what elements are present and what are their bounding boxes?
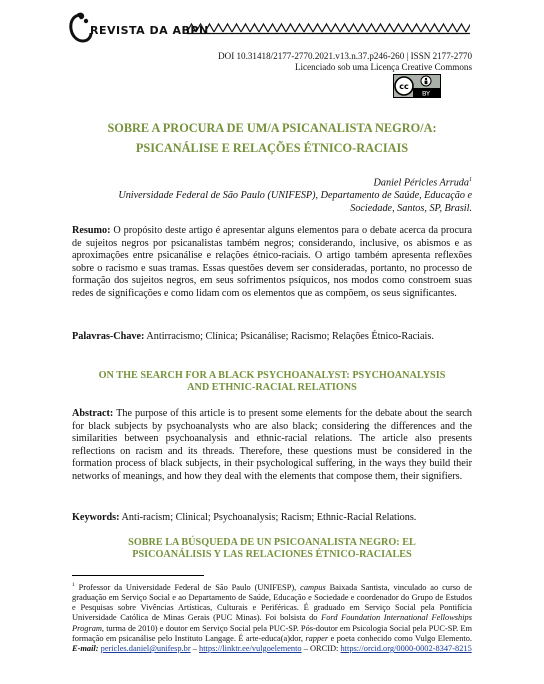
author-name: Daniel Péricles Arruda: [373, 177, 469, 189]
doi-line: DOI 10.31418/2177-2770.2021.v13.n.37.p246-260 | ISSN 2177-2770: [218, 51, 472, 61]
palavras-chave-label: Palavras-Chave:: [72, 331, 145, 342]
svg-text:cc: cc: [399, 82, 409, 91]
footnote-text-4: e poeta conhecido como Vulgo Elemento.: [330, 633, 472, 643]
author-block: [52, 174, 472, 215]
footnote-campus: campus: [300, 582, 326, 592]
decorative-pattern-band: [187, 21, 470, 35]
title-en-line-2: AND ETHNIC-RACIAL RELATIONS: [187, 382, 357, 394]
linktree-link[interactable]: https://linktr.ee/vulgoelemento: [199, 644, 302, 654]
footnote-text-3: turma de 2010) e doutor em Serviço Social pela PUC-SP. Pós-doutor em Psicologia Social pela PUC-SP. Em formação em psicanálise pelo Instituto Langage. É arte-educa(a)dor,: [72, 623, 472, 643]
email-link[interactable]: pericles.daniel@unifesp.br: [100, 644, 191, 654]
title-pt-line-1: SOBRE A PROCURA DE UM/A PSICANALISTA NEGRO/A:: [107, 121, 437, 135]
footnote-mark: 1: [72, 582, 75, 588]
author-footnote-mark[interactable]: 1: [469, 177, 472, 183]
palavras-chave-paragraph: [72, 331, 472, 344]
title-pt-line-2: PSICANÁLISE E RELAÇÕES ÉTNICO-RACIAIS: [135, 141, 409, 155]
resumo-text: O propósito deste artigo é apresentar alguns elementos para o debate acerca da procura de sujeitos negros por psicanalistas também negros; considerando, inclusive, os abismos e as aproximações entre psicanálise e relações étnico-raciais. O artigo também apresenta reflexões sobre o racismo e suas tramas. Essas questões devem ser consideradas, portanto, no processo de formação dos sujeitos negros, em seus sofrimentos psíquicos, nos modos como constroem suas redes de significações e como lidam com os elementos que as compõem, os seus significantes.: [72, 225, 473, 299]
author-affiliation-line-1: Universidade Federal de São Paulo (UNIFESP), Departamento de Saúde, Educação e: [118, 190, 472, 202]
license-line: Licenciado sob uma Licença Creative Commons: [294, 62, 472, 72]
title-es-line-1: SOBRE LA BÚSQUEDA DE UN PSICOANALISTA NEGRO: EL: [128, 537, 416, 548]
title-es-line-2: PSICOANÁLISIS Y LAS RELACIONES ÉTNICO-RACIALES: [132, 549, 412, 561]
journal-name: REVISTA DA ABPN: [90, 24, 209, 37]
abstract-paragraph: [72, 408, 472, 484]
title-en-line-1: ON THE SEARCH FOR A BLACK PSYCHOANALYST: PSYCHOANALYSIS: [98, 370, 446, 381]
footnote-dash-1: –: [192, 644, 197, 654]
keywords-label: Keywords:: [72, 512, 120, 523]
pattern-zigzag: [187, 24, 470, 32]
article-title-pt: [72, 118, 472, 158]
author-affiliation-line-2: Sociedade, Santos, SP, Brasil.: [350, 203, 472, 215]
footnote-text-1: Professor da Universidade Federal de São Paulo (UNIFESP),: [78, 582, 297, 592]
palavras-chave-text: Antirracismo; Clínica; Psicanálise; Racismo; Relações Étnico-Raciais.: [146, 331, 434, 342]
article-title-es: [72, 537, 472, 562]
resumo-paragraph: [72, 225, 472, 301]
journal-logo: [68, 12, 209, 44]
keywords-text: Anti-racism; Clinical; Psychoanalysis; Racism; Ethnic-Racial Relations.: [121, 512, 417, 523]
footnote-orcid-label: – ORCID:: [303, 644, 339, 654]
resumo-label: Resumo:: [72, 225, 111, 236]
abstract-text: The purpose of this article is to present some elements for the debate about the search for black subjects by psychoanalysts who are also black; considering the differences and the similarities between psychoanalysis and ethnic-racial relations. The article also presents reflections on racism and its threads. Therefore, these questions must be considered in the formation process of black subjects, in their psychological suffering, in the ways they build their networks of meanings, and how they deal with the elements that compose them, their signifiers.: [72, 408, 472, 482]
doi-block: [218, 51, 472, 73]
footnote-fellowship: Ford Foundation International Fellowships Program,: [72, 613, 473, 633]
keywords-paragraph: [72, 512, 472, 525]
abstract-label: Abstract:: [72, 408, 114, 419]
footnote-email-label: E-mail:: [72, 644, 99, 654]
footnote-rapper: rapper: [305, 633, 329, 643]
footnote-text-2: Baixada Santista, vinculado ao curso de graduação em Serviço Social e ao Departamento de Saúde, Educação e Sociedade e coordenador do Grupo de Estudos e Pesquisas sobre Vivências Artísticas, Culturais e Periféricas. É graduado em Serviço Social pela Pontifícia Universidade Católica de Minas Gerais (PUC Minas). Foi bolsista do: [72, 582, 472, 623]
article-title-en: [72, 370, 472, 395]
creative-commons-badge[interactable]: [393, 74, 441, 98]
footnote-divider: [72, 575, 204, 576]
cc-by-label: BY: [421, 89, 431, 98]
footnote: [72, 580, 472, 654]
orcid-link[interactable]: https://orcid.org/0000-0002-8347-8215: [340, 644, 472, 654]
